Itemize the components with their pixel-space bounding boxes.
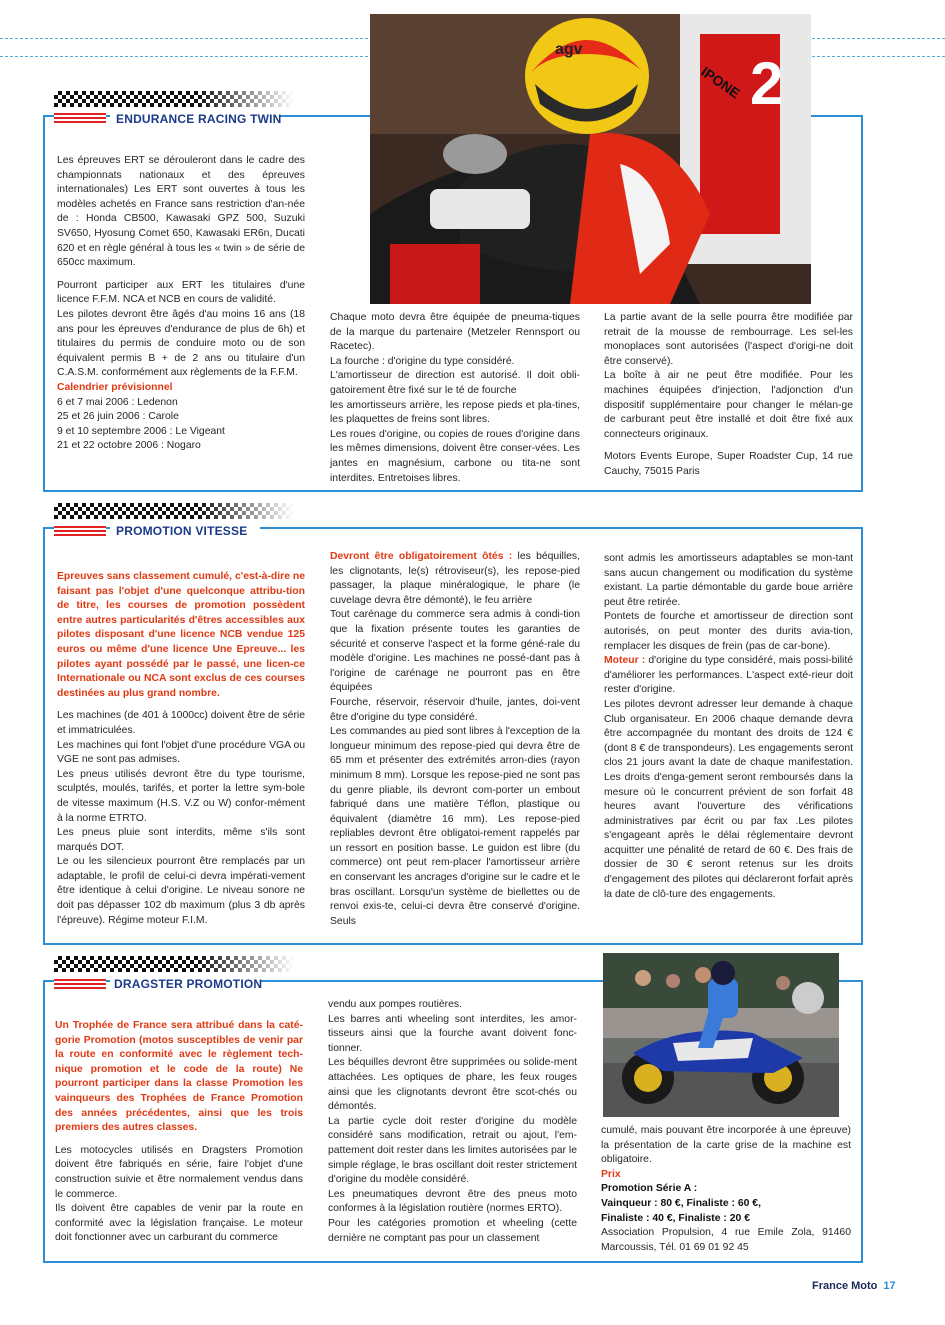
page-footer bbox=[812, 1280, 896, 1292]
paragraph bbox=[330, 550, 580, 608]
ert-col1 bbox=[57, 154, 305, 454]
paragraph: Ils doivent être capables de venir par la route en conformité avec la législation française. Le moteur doit fonctionner avec un carburant du commerce bbox=[55, 1203, 303, 1244]
dragster-photo-svg bbox=[603, 953, 839, 1117]
paragraph: Les roues d'origine, ou copies de roues d'origine dans les mêmes dimensions, doivent être conser-vées. Les jantes en magnésium, carbone ou tita-ne sont interdites. Entretoises libres. bbox=[330, 428, 580, 484]
paragraph: Les barres anti wheeling sont interdites, les amor-tisseurs ainsi que la fourche avant doivent fonc-tionner. bbox=[328, 1013, 577, 1054]
paragraph: Les pneus pluie sont interdits, même s'ils sont marqués DOT. bbox=[57, 827, 305, 853]
paragraph: Pourront participer aux ERT les titulaires d'une licence F.F.M. NCA et NCB en cours de validité. bbox=[57, 279, 305, 306]
paragraph: 25 et 26 juin 2006 : Carole bbox=[57, 411, 179, 423]
paragraph: Un Trophée de France sera attribué dans la caté-gorie Promotion (motos susceptibles de venir par la route en conformité avec le règlement tech-nique promotion et le code de la route) Ne pourront participer dans la classe Promotion les vainqueurs des Trophées de France Promotion des années précédentes, ainsi que les trois premiers des autres classes. bbox=[55, 1020, 303, 1134]
paragraph: L'amortisseur de direction est autorisé. Il doit obli-gatoirement être fixé sur le té de fourche bbox=[330, 370, 580, 396]
paragraph-gap bbox=[57, 271, 305, 279]
checker-flag-ert bbox=[54, 91, 294, 107]
paragraph: les amortisseurs arrière, les repose pieds et pla-tines, les plaquettes de freins sont libres. bbox=[330, 399, 580, 426]
checker-flag-dragster bbox=[54, 956, 294, 972]
paragraph-rest: les béquilles, les clignotants, le(s) rétroviseur(s), les repose-pied passager, la plaque minéralogique, le phare (le cuvelage devra être démonté), le feu arrière bbox=[330, 551, 580, 606]
paragraph: Epreuves sans classement cumulé, c'est-à-dire ne faisant pas l'objet d'une quelconque attribu-tion de titre, les courses de promotion possèdent entre autres particularités d'êtres accessibles aux pilotes disposant d'une licence NCB vendue 125 euros ou même d'une licence Une Epreuve... les pilotes ayant possédé par le passé, une licen-ce Internationale ou NCA sont exclus de ces courses destinées au plus grand nombre. bbox=[57, 571, 305, 699]
ert-col2 bbox=[330, 311, 580, 486]
dragster-photo bbox=[603, 953, 839, 1117]
stripes-ert bbox=[54, 113, 106, 125]
paragraph-gap bbox=[604, 442, 853, 450]
paragraph: Les épreuves ERT se dérouleront dans le cadre des championnats nationaux et des épreuves internationales) Les ERT sont ouvertes à tous les modèles achetés en France sans restriction d'an-née de : Honda CB500, Kawasaki GPZ 500, Suzuki SV650, Hyosung Comet 650, Kawasaki ER6n, Ducati 620 et en règle général à tous les « twin » de série de 650cc maximum. bbox=[57, 155, 305, 269]
section-title-promotion-vitesse: PROMOTION VITESSE bbox=[116, 524, 248, 538]
paragraph: Les pilotes devront adresser leur demande à chaque Club organisateur. En 2006 chaque demande devra être accompagnée du montant des droits de 124 € (dont 8 € de transpondeurs). Les engagements seront clos 21 jours avant la date de chaque manifestation. Les droits d'enga-gement seront remboursés dans la mesure où le concurrent prévient de son forfait 48 heures avant l'ouverture des vérifications administratives par écrit ou par fax .Les pilotes s'engageant après le délai réglementaire devront acquitter une pénalité de retard de 60 €. Des frais de dossier de 30 € seront retenus sur les droits d'engagement des pilotes qui déclareront forfait après la date de clô-ture des engagements. bbox=[604, 698, 853, 900]
paragraph: cumulé, mais pouvant être incorporée à une épreuve) la présentation de la carte grise de la machine est obligatoire. bbox=[601, 1125, 851, 1166]
paragraph: 21 et 22 octobre 2006 : Nogaro bbox=[57, 440, 201, 452]
paragraph: Pour les catégories promotion et wheeling (cette dernière ne comptant pas pour un classement bbox=[328, 1217, 577, 1244]
paragraph: Prix bbox=[601, 1168, 621, 1180]
top-rule-2 bbox=[0, 56, 368, 57]
paragraph: vendu aux pompes routières. bbox=[328, 999, 463, 1010]
checker-flag-vitesse bbox=[54, 503, 294, 519]
paragraph: La fourche : d'origine du type considéré. bbox=[330, 355, 515, 367]
paragraph: Finaliste : 40 €, Finaliste : 20 € bbox=[601, 1212, 750, 1224]
paragraph: Le ou les silencieux pourront être remplacés par un adaptable, le profil de celui-ci devra impérati-vement être identique à celui d'origine. Le niveau sonore ne doit pas dépasser 102 db maximum (plus 3 db après l'épreuve). Régime moteur F.I.M. bbox=[57, 856, 305, 926]
section-title-ert: ENDURANCE RACING TWIN bbox=[116, 112, 282, 126]
dragster-col1 bbox=[55, 1019, 303, 1246]
paragraph: Fourche, réservoir, réservoir d'huile, jantes, doi-vent être d'origine du type considéré. bbox=[330, 696, 580, 723]
paragraph-rest: d'origine du type considéré, mais possi-bilité d'améliorer les performances. L'aspect exté-rieur doit rester d'origine. bbox=[604, 655, 853, 696]
paragraph: La boîte à air ne peut être modifiée. Pour les machines équipées d'injection, l'adjonction d'un dispositif supplémentaire pour changer le mélan-ge de carburant peut être installé et doit être fixé aux connecteurs originaux. bbox=[604, 370, 853, 440]
paragraph: Calendrier prévisionnel bbox=[57, 381, 173, 393]
paragraph: Promotion Série A : bbox=[601, 1183, 698, 1195]
paragraph: Les motocycles utilisés en Dragsters Promotion doivent être fabriqués en série, faire l'objet d'une construction suivie et être normalement vendus dans le commerce. bbox=[55, 1144, 303, 1200]
paragraph: 9 et 10 septembre 2006 : Le Vigeant bbox=[57, 425, 225, 437]
paragraph: Tout carénage du commerce sera admis à condi-tion que la fixation présente toutes les garanties de sécurité et conserve l'aspect et la forme géné-rale du modèle d'origine. Les machines ne possé-dant pas à l'origine de carénage ne pourront pas en être équipées bbox=[330, 609, 580, 694]
stripes-dragster bbox=[54, 979, 106, 991]
vitesse-col3 bbox=[604, 552, 853, 902]
dragster-col3 bbox=[601, 1124, 851, 1255]
page-number: 17 bbox=[883, 1280, 896, 1292]
top-rule-4 bbox=[812, 56, 945, 57]
paragraph: Les pneumatiques devront être des pneus moto conformes à la législation routière (normes ERTO). bbox=[328, 1188, 577, 1215]
svg-text:2: 2 bbox=[750, 50, 784, 117]
paragraph bbox=[604, 654, 853, 698]
paragraph: La partie avant de la selle pourra être modifiée par retrait de la mousse de rembourrage. Les sel-les monoplaces sont autorisées (l'aspect d'origi-ne doit être conservé). bbox=[604, 312, 853, 367]
paragraph-gap bbox=[57, 701, 305, 709]
dragster-col2 bbox=[328, 998, 577, 1246]
magazine-name: France Moto bbox=[812, 1280, 878, 1292]
vitesse-col1 bbox=[57, 570, 305, 928]
paragraph: Vainqueur : 80 €, Finaliste : 60 €, bbox=[601, 1197, 761, 1209]
section-title-dragster-promotion: DRAGSTER PROMOTION bbox=[114, 977, 263, 991]
paragraph: Pontets de fourche et amortisseur de direction sont autorisés, on peut monter des durits avia-tion, remplacer les disques de frein (pas de car-bone). bbox=[604, 611, 853, 652]
paragraph: Les béquilles devront être supprimées ou solide-ment attachées. Les optiques de phare, les feux rouges ainsi que les clignotants devront être scot-chés ou démontés. bbox=[328, 1057, 577, 1113]
top-rule-1 bbox=[0, 38, 368, 39]
paragraph: Les pneus utilisés devront être du type tourisme, sculptés, moulés, tarifés, et porter la lettre sym-bole de vitesse maximum (H.S. V.Z ou W) confor-mément à la norme ETRTO. bbox=[57, 768, 305, 824]
paragraph: Chaque moto devra être équipée de pneuma-tiques de la marque du partenaire (Metzeler Rennsport ou Racetec). bbox=[330, 312, 580, 353]
paragraph: sont admis les amortisseurs adaptables se mon-tant sans aucun changement ou modification du système existant. La partie démontable du garde boue arrière peut être retirée. bbox=[604, 553, 853, 608]
paragraph: Les machines (de 401 à 1000cc) doivent être de série et immatriculées. bbox=[57, 710, 305, 736]
paragraph-lead: Devront être obligatoirement ôtés : bbox=[330, 551, 513, 562]
racer-photo bbox=[370, 14, 811, 304]
vitesse-col2 bbox=[330, 550, 580, 929]
paragraph: 6 et 7 mai 2006 : Ledenon bbox=[57, 396, 178, 408]
svg-text:agv: agv bbox=[555, 41, 583, 58]
paragraph-gap bbox=[55, 1136, 303, 1144]
paragraph: La partie cycle doit rester d'origine du modèle considéré sans modification, retrait ou ajout, l'em-pattement doit rester dans les limites autorisées par le simple réglage, le bras oscillant doit rester strictement d'origine du modèle considéré. bbox=[328, 1115, 577, 1186]
racer-photo-svg bbox=[370, 14, 811, 304]
paragraph-lead: Moteur : bbox=[604, 655, 646, 667]
paragraph: Association Propulsion, 4 rue Emile Zola, 91460 Marcoussis, Tél. 01 69 01 92 45 bbox=[601, 1227, 851, 1253]
paragraph: Les machines qui font l'objet d'une procédure VGA ou VGE ne sont pas admises. bbox=[57, 739, 305, 766]
paragraph: Motors Events Europe, Super Roadster Cup, 14 rue Cauchy, 75015 Paris bbox=[604, 451, 853, 477]
svg-text:IPONE: IPONE bbox=[698, 63, 744, 102]
paragraph: Les pilotes devront être âgés d'au moins 16 ans (18 ans pour les épreuves d'endurance de plus de 6h) et titulaires du permis de conduire moto ou de son équivalent permis B + de 2 ans ou titulaire d'un C.A.S.M. conformément aux règlements de la F.F.M. bbox=[57, 308, 305, 379]
top-rule-3 bbox=[812, 38, 945, 39]
ert-col3 bbox=[604, 311, 853, 480]
paragraph: Les commandes au pied sont libres à l'exception de la longueur minimum des repose-pied qui devra être de 65 mm et présenter des extrémités arron-dies (rayon minimum 8 mm). Lorsque les repose-pied ne sont pas du genre pliable, ils devront com-porter un embout fabriqué dans une matière Téflon, plastique ou équivalent (diamètre 16 mm). Les repose-pied repliables devront être obligatoi-rement rappelés par un ressort en position basse. Le guidon est libre (du commerce) ont peut rem-placer l'amortisseur arrière en conservant les ancrages d'origine sur le cadre et le bras oscillant. Lorsqu'un système de biellettes ou de renvoi exis-te, celui-ci devra être conservé d'origine. Seuls bbox=[330, 726, 580, 927]
stripes-vitesse bbox=[54, 526, 106, 538]
